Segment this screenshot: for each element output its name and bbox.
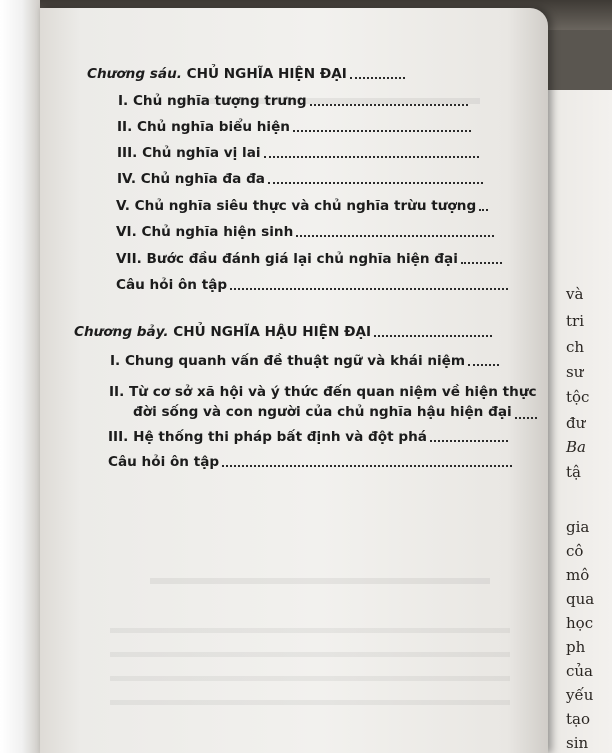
toc-entry	[116, 198, 488, 214]
toc-entry-label: II. Từ cơ sở xã hội và ý thức đến quan niệm về hiện thực	[109, 384, 537, 400]
chapter-heading	[74, 324, 492, 340]
next-page-fragment: sư	[566, 363, 584, 381]
leader-dots	[430, 440, 508, 442]
next-page-fragment: học	[566, 614, 594, 632]
next-page-fragment: tri	[566, 312, 584, 330]
toc-entry-two-line	[109, 378, 537, 422]
toc-entry	[108, 429, 508, 445]
next-page-fragment: cô	[566, 542, 584, 560]
next-page-fragment: tạo	[566, 710, 591, 728]
next-page-fragment: ph	[566, 638, 586, 656]
leader-dots	[264, 156, 479, 158]
toc-entry-label: Câu hỏi ôn tập	[108, 454, 220, 470]
leader-dots	[296, 235, 494, 237]
next-page-fragment: Ba	[566, 438, 586, 456]
toc-entry-label: III. Hệ thống thi pháp bất định và đột phá	[108, 429, 427, 445]
toc-entry-label: VII. Bước đầu đánh giá lại chủ nghĩa hiện đại	[116, 251, 458, 267]
leader-dots	[293, 130, 471, 132]
leader-dots	[268, 182, 483, 184]
leader-dots	[310, 104, 468, 106]
toc-entry-label: IV. Chủ nghĩa đa đa	[117, 171, 265, 187]
toc-entry	[116, 277, 508, 293]
next-page-fragment: yếu	[566, 686, 594, 704]
leader-dots	[222, 465, 512, 467]
next-page-fragment: ch	[566, 338, 585, 356]
toc-entry-label: VI. Chủ nghĩa hiện sinh	[116, 224, 294, 240]
leader-dots	[461, 262, 502, 264]
next-page-fragment: tậ	[566, 463, 581, 481]
toc-entry-label: Câu hỏi ôn tập	[116, 277, 228, 293]
next-page-fragment: qua	[566, 590, 595, 608]
toc-entry	[117, 145, 479, 161]
toc-entry	[116, 251, 502, 267]
chapter-prefix: Chương bảy.	[74, 324, 169, 340]
next-page-fragment: đư	[566, 414, 586, 432]
toc-entry-label-continued: đời sống và con người của chủ nghĩa hậu hiện đại	[133, 404, 512, 420]
show-through-texture	[110, 628, 510, 718]
chapter-title: CHỦ NGHĨA HẬU HIỆN ĐẠI	[173, 324, 372, 340]
chapter-heading	[87, 66, 405, 82]
next-page-fragment: mô	[566, 566, 590, 584]
leader-dots	[515, 417, 537, 419]
book-page	[40, 8, 548, 753]
leader-dots	[479, 209, 488, 211]
leader-dots	[374, 335, 492, 337]
background-left	[0, 0, 40, 753]
toc-entry	[117, 171, 483, 187]
next-page-fragment: gia	[566, 518, 590, 536]
next-page-fragment: tộc	[566, 388, 590, 406]
toc-entry	[118, 93, 468, 109]
toc-entry	[110, 353, 499, 369]
leader-dots	[350, 77, 405, 79]
next-page-fragment: và	[566, 285, 584, 303]
chapter-title: CHỦ NGHĨA HIỆN ĐẠI	[186, 66, 347, 82]
next-page-fragment: sin	[566, 734, 589, 752]
show-through-texture	[150, 568, 490, 584]
toc-entry	[117, 119, 471, 135]
toc-entry-label: I. Chủ nghĩa tượng trưng	[118, 93, 307, 109]
next-page-fragment: của	[566, 662, 594, 680]
toc-entry-label: II. Chủ nghĩa biểu hiện	[117, 119, 290, 135]
toc-entry-label: I. Chung quanh vấn đề thuật ngữ và khái niệm	[110, 353, 466, 369]
leader-dots	[230, 288, 508, 290]
toc-entry	[116, 224, 494, 240]
leader-dots	[468, 364, 499, 366]
toc-entry-label: V. Chủ nghĩa siêu thực và chủ nghĩa trừu tượng	[116, 198, 477, 214]
toc-entry	[108, 454, 512, 470]
toc-entry-label: III. Chủ nghĩa vị lai	[117, 145, 261, 161]
chapter-prefix: Chương sáu.	[87, 66, 182, 82]
